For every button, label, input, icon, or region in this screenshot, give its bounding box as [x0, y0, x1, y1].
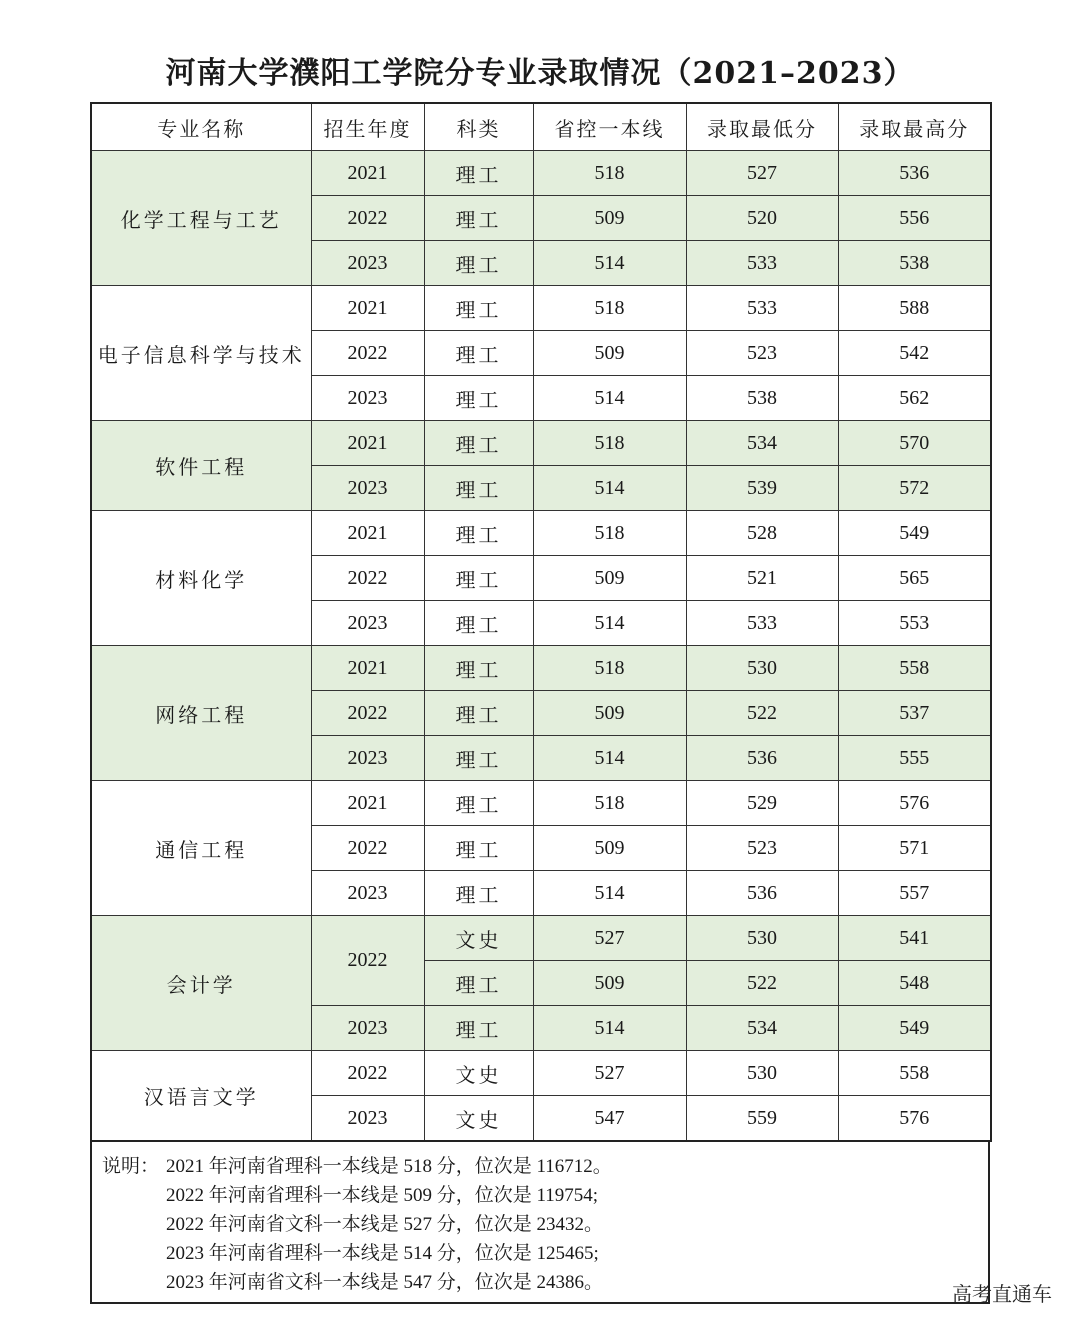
- year-cell: 2023: [311, 466, 424, 511]
- note-line: 2023 年河南省理科一本线是 514 分，位次是 125465;: [166, 1243, 599, 1264]
- control-line-cell: 518: [533, 781, 686, 826]
- max-score-cell: 565: [838, 556, 991, 601]
- major-cell: 会计学: [91, 916, 311, 1051]
- min-score-cell: 530: [686, 646, 838, 691]
- max-score-cell: 572: [838, 466, 991, 511]
- control-line-cell: 514: [533, 871, 686, 916]
- control-line-cell: 514: [533, 601, 686, 646]
- year-cell: 2021: [311, 421, 424, 466]
- max-score-cell: 576: [838, 781, 991, 826]
- note-line: [102, 1152, 988, 1181]
- max-score-cell: 549: [838, 1006, 991, 1051]
- min-score-cell: 521: [686, 556, 838, 601]
- year-cell: 2021: [311, 646, 424, 691]
- major-cell: 软件工程: [91, 421, 311, 511]
- year-cell: 2021: [311, 286, 424, 331]
- year-cell: 2022: [311, 556, 424, 601]
- year-cell: 2022: [311, 196, 424, 241]
- control-line-cell: 509: [533, 961, 686, 1006]
- page-title: 河南大学濮阳工学院分专业录取情况（2021–2023）: [165, 56, 915, 91]
- control-line-cell: 509: [533, 691, 686, 736]
- category-cell: 文史: [424, 1096, 533, 1142]
- control-line-cell: 509: [533, 331, 686, 376]
- note-line: 2022 年河南省理科一本线是 509 分，位次是 119754;: [166, 1185, 599, 1206]
- table-row: [91, 511, 991, 556]
- max-score-cell: 562: [838, 376, 991, 421]
- year-cell: 2022: [311, 1051, 424, 1096]
- control-line-cell: 514: [533, 736, 686, 781]
- min-score-cell: 533: [686, 286, 838, 331]
- category-cell: 理工: [424, 331, 533, 376]
- year-cell: 2021: [311, 511, 424, 556]
- min-score-cell: 559: [686, 1096, 838, 1142]
- category-cell: 文史: [424, 1051, 533, 1096]
- min-score-cell: 534: [686, 421, 838, 466]
- min-score-cell: 538: [686, 376, 838, 421]
- admission-table: [90, 102, 992, 1142]
- min-score-cell: 536: [686, 736, 838, 781]
- max-score-cell: 556: [838, 196, 991, 241]
- header-major: 专业名称: [91, 103, 311, 151]
- category-cell: 理工: [424, 826, 533, 871]
- header-control-line: 省控一本线: [533, 103, 686, 151]
- max-score-cell: 541: [838, 916, 991, 961]
- max-score-cell: 576: [838, 1096, 991, 1142]
- table-row: [91, 781, 991, 826]
- year-cell: 2022: [311, 916, 424, 1006]
- category-cell: 理工: [424, 466, 533, 511]
- min-score-cell: 533: [686, 601, 838, 646]
- max-score-cell: 538: [838, 241, 991, 286]
- min-score-cell: 527: [686, 151, 838, 196]
- control-line-cell: 514: [533, 241, 686, 286]
- min-score-cell: 523: [686, 826, 838, 871]
- category-cell: 理工: [424, 871, 533, 916]
- table-row: [91, 916, 991, 961]
- max-score-cell: 558: [838, 1051, 991, 1096]
- major-cell: 网络工程: [91, 646, 311, 781]
- min-score-cell: 533: [686, 241, 838, 286]
- max-score-cell: 548: [838, 961, 991, 1006]
- notes-label: 说明：: [102, 1155, 160, 1177]
- year-cell: 2021: [311, 151, 424, 196]
- year-cell: 2023: [311, 736, 424, 781]
- min-score-cell: 530: [686, 1051, 838, 1096]
- year-cell: 2022: [311, 331, 424, 376]
- year-cell: 2022: [311, 826, 424, 871]
- min-score-cell: 534: [686, 1006, 838, 1051]
- control-line-cell: 518: [533, 151, 686, 196]
- max-score-cell: 537: [838, 691, 991, 736]
- category-cell: 理工: [424, 511, 533, 556]
- category-cell: 理工: [424, 286, 533, 331]
- year-cell: 2021: [311, 781, 424, 826]
- min-score-cell: 536: [686, 871, 838, 916]
- control-line-cell: 547: [533, 1096, 686, 1142]
- year-cell: 2023: [311, 1006, 424, 1051]
- max-score-cell: 558: [838, 646, 991, 691]
- table-row: [91, 151, 991, 196]
- major-cell: 材料化学: [91, 511, 311, 646]
- category-cell: 理工: [424, 736, 533, 781]
- year-cell: 2022: [311, 691, 424, 736]
- control-line-cell: 509: [533, 556, 686, 601]
- max-score-cell: 542: [838, 331, 991, 376]
- category-cell: 理工: [424, 196, 533, 241]
- notes-box: [90, 1142, 990, 1304]
- min-score-cell: 528: [686, 511, 838, 556]
- header-category: 科类: [424, 103, 533, 151]
- category-cell: 理工: [424, 421, 533, 466]
- control-line-cell: 518: [533, 646, 686, 691]
- table-row: [91, 421, 991, 466]
- category-cell: 理工: [424, 1006, 533, 1051]
- control-line-cell: 514: [533, 376, 686, 421]
- min-score-cell: 529: [686, 781, 838, 826]
- control-line-cell: 514: [533, 1006, 686, 1051]
- control-line-cell: 518: [533, 286, 686, 331]
- category-cell: 理工: [424, 376, 533, 421]
- category-cell: 理工: [424, 151, 533, 196]
- control-line-cell: 518: [533, 421, 686, 466]
- major-cell: 汉语言文学: [91, 1051, 311, 1142]
- category-cell: 理工: [424, 691, 533, 736]
- major-cell: 化学工程与工艺: [91, 151, 311, 286]
- table-row: [91, 286, 991, 331]
- max-score-cell: 549: [838, 511, 991, 556]
- control-line-cell: 509: [533, 826, 686, 871]
- table-header-row: [91, 103, 991, 151]
- header-max-score: 录取最高分: [838, 103, 991, 151]
- control-line-cell: 518: [533, 511, 686, 556]
- control-line-cell: 514: [533, 466, 686, 511]
- max-score-cell: 557: [838, 871, 991, 916]
- category-cell: 理工: [424, 556, 533, 601]
- control-line-cell: 509: [533, 196, 686, 241]
- watermark: 高考直通车: [952, 1282, 1052, 1306]
- category-cell: 理工: [424, 961, 533, 1006]
- category-cell: 理工: [424, 781, 533, 826]
- control-line-cell: 527: [533, 916, 686, 961]
- min-score-cell: 539: [686, 466, 838, 511]
- min-score-cell: 523: [686, 331, 838, 376]
- header-year: 招生年度: [311, 103, 424, 151]
- category-cell: 理工: [424, 646, 533, 691]
- year-cell: 2023: [311, 601, 424, 646]
- header-min-score: 录取最低分: [686, 103, 838, 151]
- note-text: 2021 年河南省理科一本线是 518 分，位次是 116712。: [166, 1156, 612, 1177]
- category-cell: 文史: [424, 916, 533, 961]
- table-row: [91, 1051, 991, 1096]
- max-score-cell: 555: [838, 736, 991, 781]
- max-score-cell: 570: [838, 421, 991, 466]
- max-score-cell: 588: [838, 286, 991, 331]
- max-score-cell: 536: [838, 151, 991, 196]
- table-row: [91, 646, 991, 691]
- category-cell: 理工: [424, 241, 533, 286]
- max-score-cell: 553: [838, 601, 991, 646]
- major-cell: 通信工程: [91, 781, 311, 916]
- min-score-cell: 522: [686, 961, 838, 1006]
- year-cell: 2023: [311, 376, 424, 421]
- min-score-cell: 530: [686, 916, 838, 961]
- year-cell: 2023: [311, 871, 424, 916]
- min-score-cell: 522: [686, 691, 838, 736]
- major-cell: 电子信息科学与技术: [91, 286, 311, 421]
- category-cell: 理工: [424, 601, 533, 646]
- control-line-cell: 527: [533, 1051, 686, 1096]
- note-line: 2023 年河南省文科一本线是 547 分，位次是 24386。: [166, 1272, 604, 1293]
- min-score-cell: 520: [686, 196, 838, 241]
- max-score-cell: 571: [838, 826, 991, 871]
- note-line: 2022 年河南省文科一本线是 527 分，位次是 23432。: [166, 1214, 604, 1235]
- year-cell: 2023: [311, 241, 424, 286]
- year-cell: 2023: [311, 1096, 424, 1142]
